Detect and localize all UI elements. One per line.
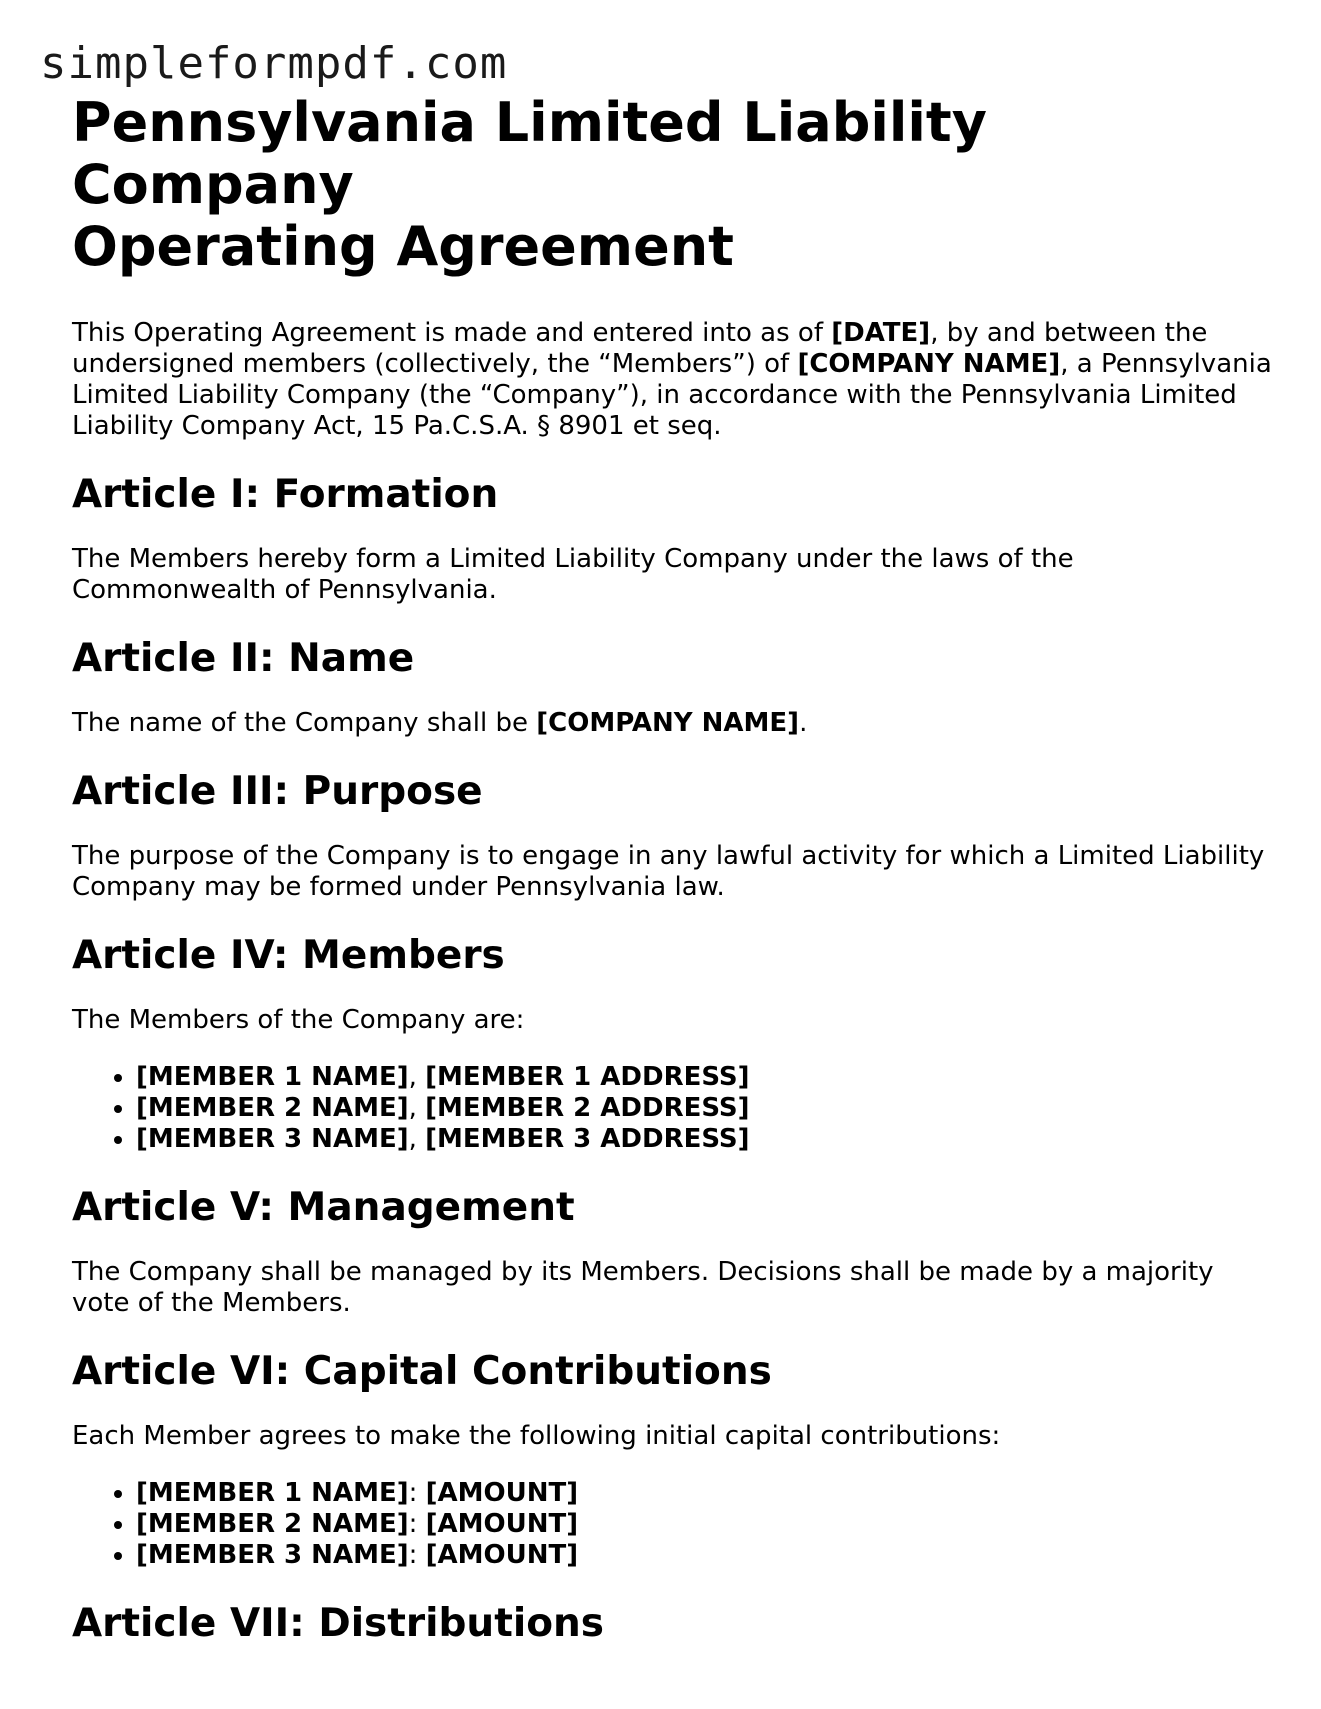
list-item [136, 1124, 1272, 1155]
list-item [136, 1093, 1272, 1124]
article-1-text: The Members hereby form a Limited Liability Company under the laws of the Commonwealth of Pennsylvania. [72, 544, 1074, 605]
title-line-2: Operating Agreement [72, 215, 734, 278]
article-2-text [72, 708, 1272, 739]
list-item [136, 1478, 1272, 1509]
member-name-placeholder: [MEMBER 2 NAME] [136, 1509, 409, 1539]
member-name-placeholder: [MEMBER 3 NAME] [136, 1540, 409, 1570]
list-separator: , [408, 1093, 426, 1123]
member-address-placeholder: [MEMBER 2 ADDRESS] [425, 1093, 750, 1123]
members-list [72, 1062, 1272, 1155]
list-separator: , [408, 1124, 426, 1154]
member-name-placeholder: [MEMBER 2 NAME] [136, 1093, 409, 1123]
list-item [136, 1062, 1272, 1093]
article-4-heading: Article IV: Members [72, 933, 505, 978]
intro-text-2: , by and between the undersigned members (collectively, the “Members”) of [72, 318, 1208, 379]
document-page [72, 92, 1272, 1647]
amount-placeholder: [AMOUNT] [425, 1478, 579, 1508]
list-separator: : [408, 1509, 426, 1539]
intro-text-1: This Operating Agreement is made and entered into as of [72, 318, 832, 348]
watermark-text: simpleformpdf.com [40, 38, 508, 89]
list-item [136, 1509, 1272, 1540]
company-name-placeholder: [COMPANY NAME] [536, 708, 800, 738]
intro-text-3: , a Pennsylvania Limited Liability Company (the “Company”), in accordance with the Pennsylvania Limited Liability Company Act, 15 Pa.C.S.A. § 8901 et seq. [72, 349, 1272, 441]
list-separator: , [408, 1062, 426, 1092]
article-5-heading: Article V: Management [72, 1185, 575, 1230]
amount-placeholder: [AMOUNT] [425, 1540, 579, 1570]
article-3-text: The purpose of the Company is to engage in any lawful activity for which a Limited Liability Company may be formed under Pennsylvania law. [72, 841, 1265, 902]
article-7-heading: Article VII: Distributions [72, 1601, 604, 1646]
company-name-placeholder: [COMPANY NAME] [797, 349, 1061, 379]
article-4-text: The Members of the Company are: [72, 1005, 525, 1035]
article-2-heading: Article II: Name [72, 636, 415, 681]
member-name-placeholder: [MEMBER 3 NAME] [136, 1124, 409, 1154]
list-item [136, 1540, 1272, 1571]
member-address-placeholder: [MEMBER 3 ADDRESS] [425, 1124, 750, 1154]
article-2-text-after: . [799, 708, 808, 738]
date-placeholder: [DATE] [831, 318, 931, 348]
article-6-heading: Article VI: Capital Contributions [72, 1349, 772, 1394]
list-separator: : [408, 1478, 426, 1508]
member-address-placeholder: [MEMBER 1 ADDRESS] [425, 1062, 750, 1092]
title-line-1: Pennsylvania Limited Liability Company [72, 91, 987, 216]
member-name-placeholder: [MEMBER 1 NAME] [136, 1478, 409, 1508]
contributions-list [72, 1478, 1272, 1571]
article-2-text-before: The name of the Company shall be [72, 708, 537, 738]
article-6-text: Each Member agrees to make the following initial capital contributions: [72, 1421, 1001, 1451]
amount-placeholder: [AMOUNT] [425, 1509, 579, 1539]
intro-paragraph [72, 318, 1272, 442]
article-1-heading: Article I: Formation [72, 472, 499, 517]
document-title [72, 92, 1272, 278]
list-separator: : [408, 1540, 426, 1570]
member-name-placeholder: [MEMBER 1 NAME] [136, 1062, 409, 1092]
article-3-heading: Article III: Purpose [72, 769, 483, 814]
article-5-text: The Company shall be managed by its Members. Decisions shall be made by a majority vote of the Members. [72, 1257, 1214, 1318]
